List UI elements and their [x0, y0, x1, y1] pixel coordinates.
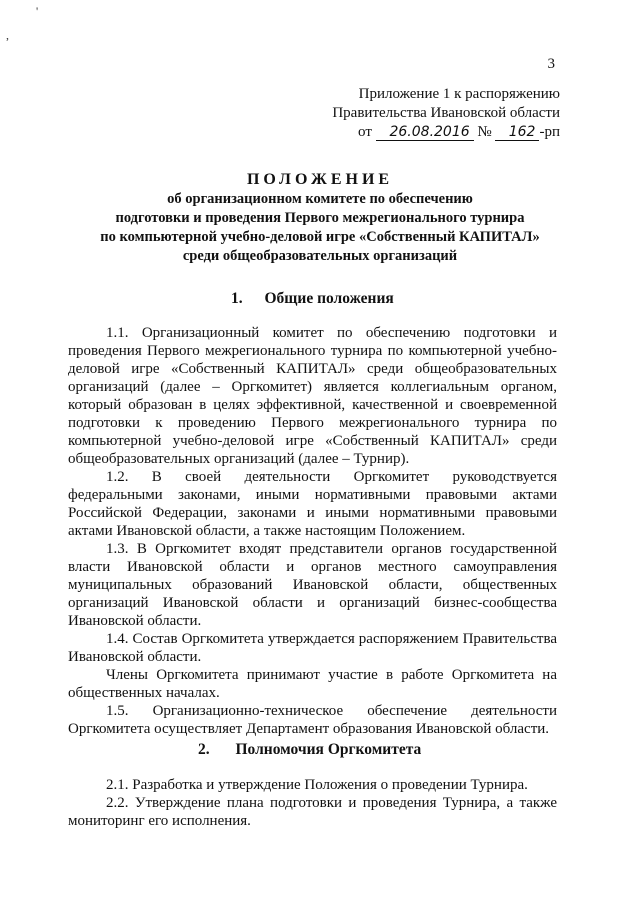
section-2-body — [68, 776, 557, 830]
paragraph: 1.4. Состав Оргкомитета утверждается распоряжением Правительства Ивановской области. — [68, 631, 557, 665]
appendix-ot: от — [358, 124, 372, 140]
appendix-suffix: -рп — [539, 124, 560, 140]
section-2-number: 2. — [198, 741, 210, 758]
section-1-heading — [231, 290, 394, 308]
title-line-2: подготовки и проведения Первого межрегионального турнира — [115, 210, 525, 226]
paragraph: 2.1. Разработка и утверждение Положения о проведении Турнира. — [106, 777, 528, 793]
scan-mark: , — [6, 28, 9, 42]
paragraph: 1.1. Организационный комитет по обеспечению подготовки и проведения Первого межрегионального турнира по компьютерной учебно-деловой игре «Собственный КАПИТАЛ» среди общеобразовательных организаций (далее – Оргкомитет) является коллегиальным органом, который образован в целях эффективной, качественной и своевременной подготовки к проведению Первого межрегионального турнира по компьютерной учебно-деловой игре «Собственный КАПИТАЛ» среди общеобразовательных организаций (далее – Турнир). — [68, 325, 557, 467]
paragraph: 1.5. Организационно-техническое обеспечение деятельности Оргкомитета осуществляет Департамент образования Ивановской области. — [68, 703, 557, 737]
paragraph: 2.2. Утверждение плана подготовки и проведения Турнира, а также мониторинг его исполнения. — [68, 795, 557, 829]
title-line-1: об организационном комитете по обеспечению — [167, 191, 473, 207]
section-1-number: 1. — [231, 290, 243, 307]
appendix-line-3 — [332, 123, 560, 142]
appendix-block — [332, 85, 560, 142]
handwritten-number: 162 — [495, 124, 539, 141]
appendix-line-2: Правительства Ивановской области — [332, 105, 560, 121]
title-word: ПОЛОЖЕНИЕ — [246, 171, 394, 188]
section-1-title: Общие положения — [264, 290, 394, 307]
paragraph: 1.2. В своей деятельности Оргкомитет руководствуется федеральными законами, иными нормативными правовыми актами Российской Федерации, законами и иными нормативными правовыми актами Ивановской области, а также настоящим Положением. — [68, 469, 557, 539]
section-2-heading — [198, 741, 421, 759]
appendix-line-1: Приложение 1 к распоряжению — [358, 86, 560, 102]
document-title — [60, 170, 580, 266]
title-line-4: среди общеобразовательных организаций — [182, 248, 458, 264]
page-number: 3 — [547, 56, 555, 72]
scan-mark: ' — [36, 4, 39, 18]
section-2-title: Полномочия Оргкомитета — [235, 741, 422, 758]
appendix-no: № — [477, 124, 492, 140]
title-line-3: по компьютерной учебно-деловой игре «Собственный КАПИТАЛ» — [100, 229, 540, 245]
paragraph: Члены Оргкомитета принимают участие в работе Оргкомитета на общественных началах. — [68, 667, 557, 701]
handwritten-date: 26.08.2016 — [376, 124, 474, 141]
section-1-body — [68, 324, 557, 738]
paragraph: 1.3. В Оргкомитет входят представители органов государственной власти Ивановской области и органов местного самоуправления муниципальных образований Ивановской области, общественных организаций Ивановской области и организаций бизнес-сообщества Ивановской области. — [68, 541, 557, 629]
